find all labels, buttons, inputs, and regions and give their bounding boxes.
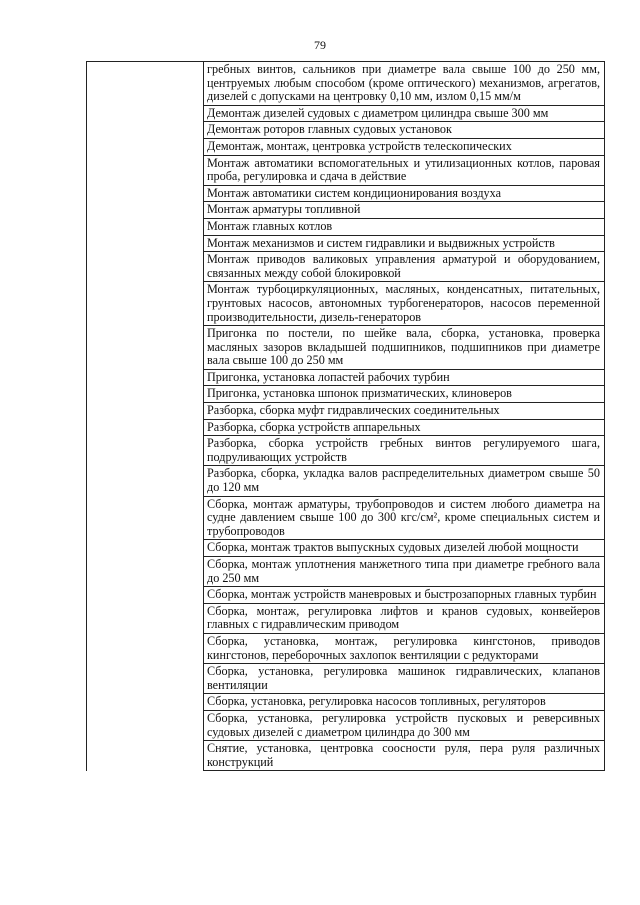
list-item: Сборка, установка, регулировка насосов топливных, регуляторов [204, 694, 604, 711]
list-item: Сборка, монтаж уплотнения манжетного типа при диаметре гребного вала до 250 мм [204, 557, 604, 587]
list-item: Разборка, сборка устройств гребных винтов регулируемого шага, подруливающих устройств [204, 436, 604, 466]
list-item: Разборка, сборка устройств аппарельных [204, 420, 604, 437]
list-item: Сборка, монтаж арматуры, трубопроводов и систем любого диаметра на судне давлением свыше 100 до 300 кгс/см², кроме специальных систем и трубопроводов [204, 497, 604, 541]
list-item: Монтаж турбоциркуляционных, масляных, конденсатных, питательных, грунтовых насосов, автономных турбогенераторов, насосов переменной производительности, дизель-генераторов [204, 282, 604, 326]
list-item: Разборка, сборка, укладка валов распределительных диаметром свыше 50 до 120 мм [204, 466, 604, 496]
list-item: Сборка, установка, монтаж, регулировка кингстонов, приводов кингстонов, переборочных захлопок вентиляции с редукторами [204, 634, 604, 664]
list-item: Разборка, сборка муфт гидравлических соединительных [204, 403, 604, 420]
list-item: Пригонка по постели, по шейке вала, сборка, установка, проверка масляных зазоров вкладышей подшипников, подшипников при диаметре вала свыше 100 до 250 мм [204, 326, 604, 370]
page-number: 79 [314, 38, 326, 52]
list-item: гребных винтов, сальников при диаметре вала свыше 100 до 250 мм, центруемых любым способом (кроме оптического) механизмов, агрегатов, дизелей с допусками на центровку 0,10 мм, излом 0,15 мм/м [204, 62, 604, 106]
list-item: Демонтаж дизелей судовых с диаметром цилиндра свыше 300 мм [204, 106, 604, 123]
list-item: Монтаж арматуры топливной [204, 202, 604, 219]
list-item: Пригонка, установка шпонок призматических, клиноверов [204, 386, 604, 403]
list-item: Сборка, монтаж устройств маневровых и быстрозапорных главных турбин [204, 587, 604, 604]
list-item: Сборка, монтаж, регулировка лифтов и кранов судовых, конвейеров главных с гидравлическим приводом [204, 604, 604, 634]
list-item: Демонтаж, монтаж, центровка устройств телескопических [204, 139, 604, 156]
list-item: Сборка, монтаж трактов выпускных судовых дизелей любой мощности [204, 540, 604, 557]
list-item: Пригонка, установка лопастей рабочих турбин [204, 370, 604, 387]
work-types-table [86, 61, 605, 771]
list-item: Монтаж главных котлов [204, 219, 604, 236]
list-item: Снятие, установка, центровка соосности руля, пера руля различных конструкций [207, 741, 600, 769]
list-item: Сборка, установка, регулировка устройств пусковых и реверсивных судовых дизелей с диаметром цилиндра до 300 мм [204, 711, 604, 741]
list-item: Монтаж механизмов и систем гидравлики и выдвижных устройств [204, 236, 604, 253]
list-item: Монтаж приводов валиковых управления арматурой и оборудованием, связанных между собой блокировкой [204, 252, 604, 282]
table-row [87, 62, 605, 771]
list-item: Сборка, установка, регулировка машинок гидравлических, клапанов вентиляции [204, 664, 604, 694]
list-item: Монтаж автоматики вспомогательных и утилизационных котлов, паровая проба, регулировка и сдача в действие [204, 156, 604, 186]
work-list-column [204, 62, 605, 771]
empty-left-column [87, 62, 204, 771]
list-item: Монтаж автоматики систем кондиционирования воздуха [204, 186, 604, 203]
list-item: Демонтаж роторов главных судовых установок [204, 122, 604, 139]
